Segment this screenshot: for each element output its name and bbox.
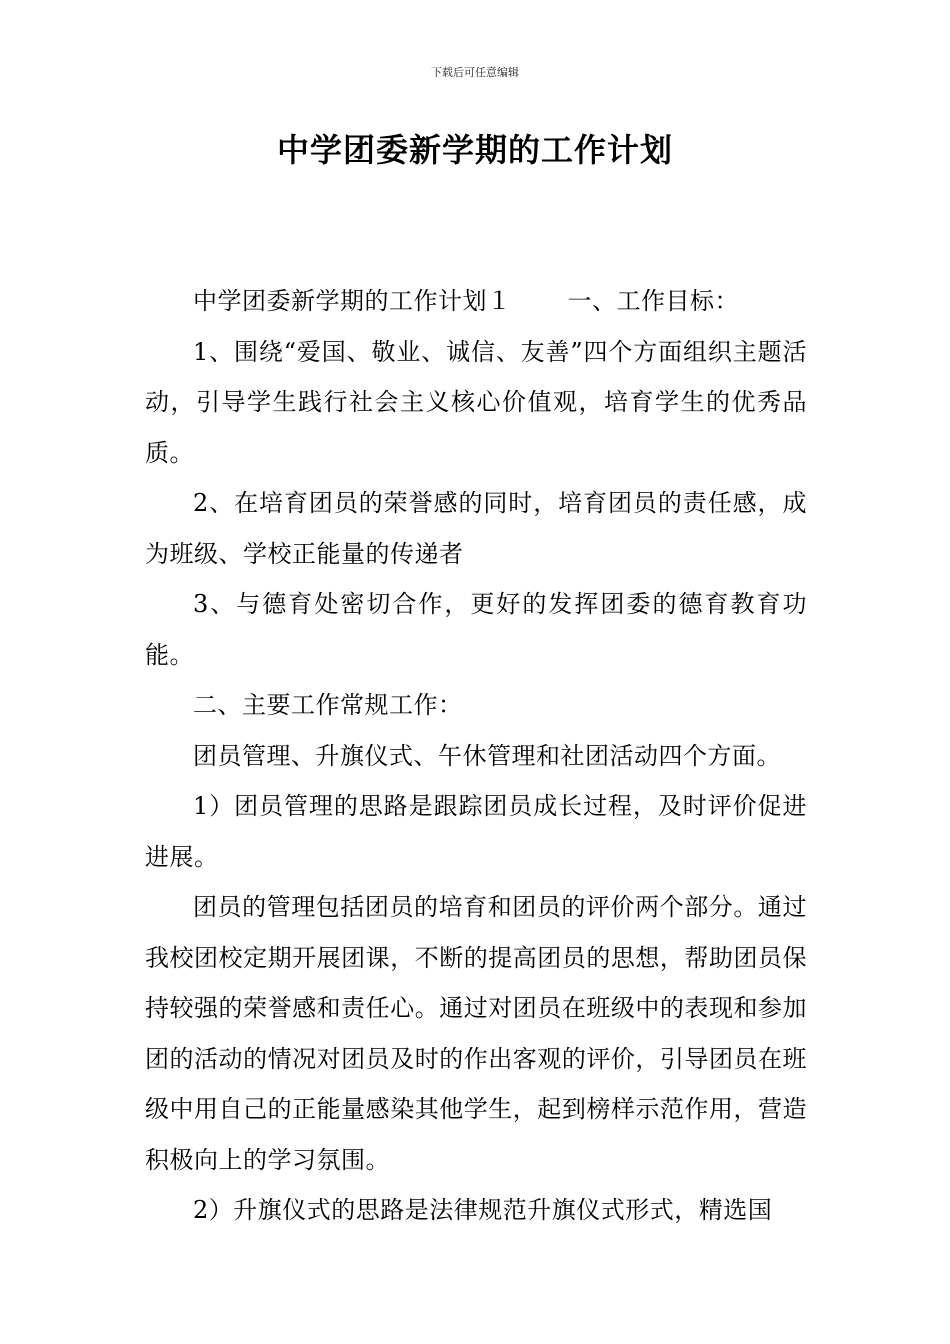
header-note: 下载后可任意编辑: [431, 66, 519, 79]
plan-subtitle: 中学团委新学期的工作计划１: [193, 287, 512, 315]
paragraph: 1、围绕“爱国、敬业、诚信、友善”四个方面组织主题活动，引导学生践行社会主义核心价值观，培育学生的优秀品质。: [145, 337, 807, 467]
paragraph: 3、与德育处密切合作，更好的发挥团委的德育教育功能。: [145, 590, 807, 669]
paragraph: 团员管理、升旗仪式、午休管理和社团活动四个方面。: [193, 741, 781, 770]
document-title: 中学团委新学期的工作计划: [276, 131, 673, 169]
paragraph: 2、在培育团员的荣誉感的同时，培育团员的责任感，成为班级、学校正能量的传递者: [145, 489, 807, 568]
section-heading-routine: 二、主要工作常规工作：: [193, 691, 463, 719]
paragraph: 2）升旗仪式的思路是法律规范升旗仪式形式，精选国: [193, 1196, 773, 1224]
paragraph: 团员的管理包括团员的培育和团员的评价两个部分。通过我校团校定期开展团课，不断的提高团员的思想，帮助团员保持较强的荣誉感和责任心。通过对团员在班级中的表现和参加团的活动的情况对团员及时的作出客观的评价，引导团员在班级中用自己的正能量感染其他学生，起到榜样示范作用，营造积极向上的学习氛围。: [145, 893, 807, 1174]
intro-line: [145, 276, 807, 327]
section-heading-goals: 一、工作目标：: [567, 287, 739, 315]
paragraph: 1）团员管理的思路是跟踪团员成长过程，及时评价促进进展。: [145, 792, 807, 871]
document-body: [145, 276, 807, 1236]
